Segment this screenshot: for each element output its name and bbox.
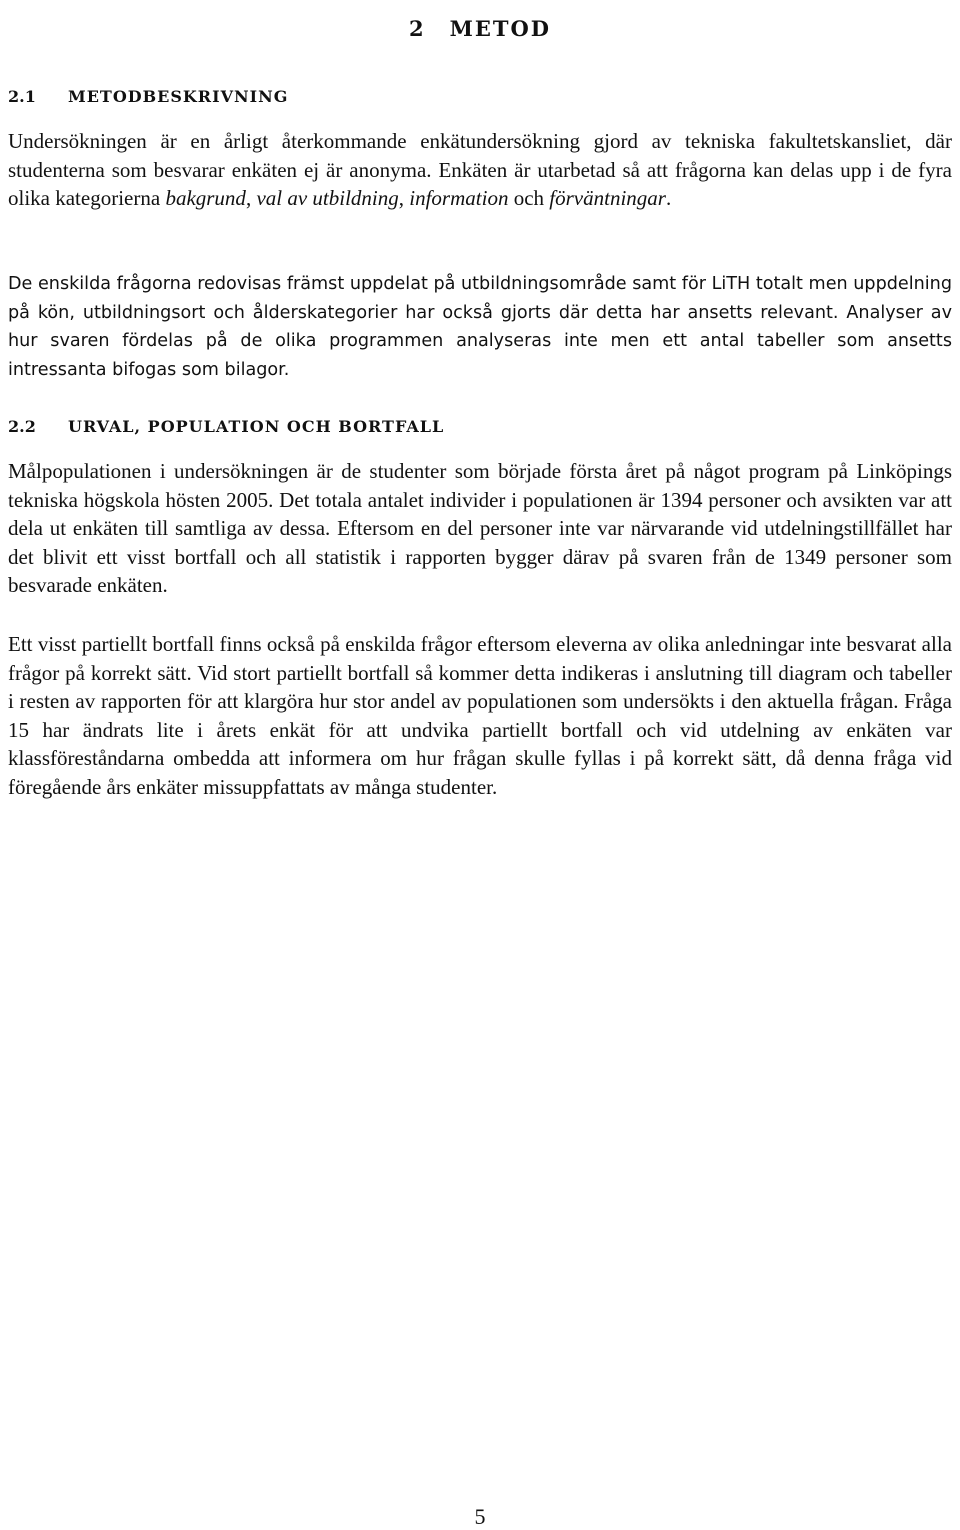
chapter-heading (0, 16, 960, 41)
category-information: information (409, 186, 509, 211)
section-title: METODBESKRIVNING (68, 87, 289, 106)
section-heading-2-1 (8, 87, 288, 106)
section-title: URVAL, POPULATION OCH BORTFALL (68, 417, 445, 436)
paragraph-question-reporting: De enskilda frågorna redovisas främst uppdelat på utbildningsområde samt för LiTH totalt men uppdelning på kön, utbildningsort och ålderskategorier har också gjorts där detta har ansetts relevant. Analyser av hur svaren fördelas på de olika programmen analyseras inte men ett antal tabeller som ansetts intressanta bifogas som bilagor. (8, 274, 952, 380)
section-heading-2-2 (8, 417, 444, 436)
section-number: 2.1 (8, 87, 36, 106)
page-number: 5 (474, 1504, 486, 1529)
chapter-number: 2 (408, 16, 424, 41)
category-expectations: förväntningar (549, 186, 666, 211)
paragraph-method-description: Undersökningen är en årligt återkommande enkätundersökning gjord av tekniska fakultetskansliet, där studenterna som besvarar enkäten ej är anonyma. Enkäten är utarbetad så att frågorna kan delas upp i de fyra olika kategorierna bakgrund, val av utbildning, information och förväntningar. (8, 129, 952, 211)
chapter-title: METOD (449, 16, 551, 41)
category-background: bakgrund (165, 186, 246, 211)
paragraph-target-population: Målpopulationen i undersökningen är de studenter som började första året på något program på Linköpings tekniska högskola hösten 2005. Det totala antalet individer i populationen är 1394 personer och avsikten var att dela ut enkäten till samtliga av dessa. Eftersom en del personer inte var närvarande vid utdelningstillfället har det blivit ett visst bortfall och all statistik i rapporten bygger därav på svaren från de 1349 personer som besvarade enkäten. (8, 459, 952, 598)
category-education-choice: val av utbildning (256, 186, 399, 211)
section-number: 2.2 (8, 417, 36, 436)
paragraph-partial-dropout: Ett visst partiellt bortfall finns också på enskilda frågor eftersom eleverna av olika anledningar inte besvarat alla frågor på korrekt sätt. Vid stort partiellt bortfall så kommer detta indikeras i anslutning till diagram och tabeller i resten av rapporten för att klargöra hur stor andel av populationen som undersökts i den aktuella frågan. Fråga 15 har ändrats lite i årets enkät för att undvika partiellt bortfall och vid utdelning av enkäten var klassföreståndarna ombedda att informera om hur frågan skulle fyllas i på korrekt sätt, då denna fråga vid föregående års enkäter missuppfattats av många studenter. (8, 632, 952, 799)
